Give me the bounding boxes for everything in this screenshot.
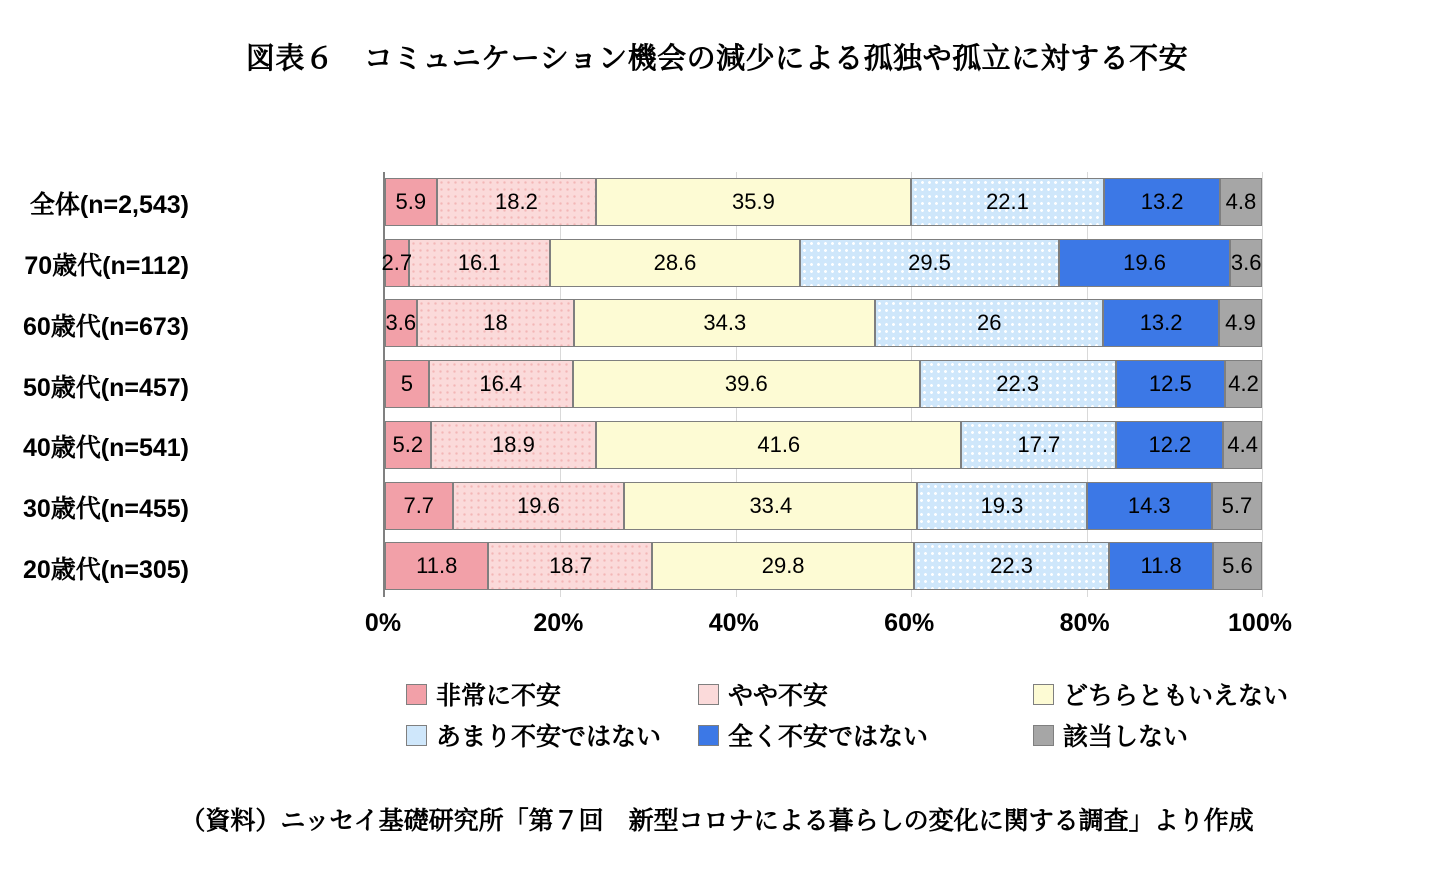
category-label: 70歳代(n=112) <box>24 252 189 281</box>
bar-segment <box>800 239 1058 287</box>
bar-value-label: 18 <box>483 310 508 336</box>
bar-row <box>385 476 1262 537</box>
bar-segment <box>381 239 413 287</box>
bar-row <box>385 354 1262 415</box>
x-tick-label: 60% <box>884 609 935 637</box>
stacked-bar <box>381 239 1262 287</box>
page-title: 図表６ コミュニケーション機会の減少による孤独や孤立に対する不安 <box>245 43 1189 75</box>
bar-value-label: 13.2 <box>1139 310 1183 336</box>
x-tick-label: 20% <box>533 609 584 637</box>
x-tick-label: 100% <box>1228 609 1292 637</box>
bar-value-label: 39.6 <box>724 371 768 397</box>
x-tick-label: 80% <box>1059 609 1110 637</box>
legend-label: やや不安 <box>728 682 829 710</box>
bar-value-label: 5 <box>400 371 414 397</box>
bar-segment <box>488 542 652 590</box>
legend-item[interactable] <box>406 717 661 753</box>
bar-segment <box>1223 421 1262 469</box>
bar-segment <box>624 482 917 530</box>
bar-segment <box>574 299 875 347</box>
bar-value-label: 12.2 <box>1148 431 1192 457</box>
bar-value-label: 5.2 <box>392 431 424 457</box>
bar-segment <box>429 360 573 408</box>
bar-segment <box>573 360 920 408</box>
bar-segment <box>920 360 1116 408</box>
bar-segment <box>1104 178 1220 226</box>
bar-segment <box>1059 239 1231 287</box>
legend-item[interactable] <box>698 717 928 753</box>
bar-segment <box>385 542 488 590</box>
legend-swatch <box>698 684 719 705</box>
bar-value-label: 22.1 <box>986 189 1029 214</box>
bar-segment <box>596 421 961 469</box>
category-label: 60歳代(n=673) <box>22 312 189 341</box>
bar-value-label: 4.9 <box>1225 310 1256 336</box>
bar-value-label: 18.7 <box>549 553 592 579</box>
bar-value-label: 29.5 <box>908 249 951 275</box>
bar-value-label: 4.4 <box>1227 431 1258 457</box>
bar-segment <box>1220 178 1262 226</box>
bar-segment <box>911 178 1105 226</box>
bar-value-label: 41.6 <box>757 431 801 457</box>
x-tick-label: 0% <box>364 609 402 637</box>
legend-item[interactable] <box>1033 676 1288 712</box>
category-label: 全体(n=2,543) <box>29 191 189 220</box>
chart-legend <box>383 676 1289 756</box>
source-note: （資料）ニッセイ基礎研究所「第７回 新型コロナによる暮らしの変化に関する調査」より作成 <box>180 807 1254 835</box>
bar-value-label: 34.3 <box>703 310 747 336</box>
bar-value-label: 7.7 <box>403 492 435 518</box>
bar-value-label: 11.8 <box>1140 553 1182 579</box>
bar-value-label: 2.7 <box>381 249 413 275</box>
bar-segment <box>875 299 1103 347</box>
bar-segment <box>385 360 429 408</box>
bar-segment <box>1116 421 1223 469</box>
legend-label: あまり不安ではない <box>436 723 662 751</box>
bar-value-label: 3.6 <box>1230 249 1262 275</box>
legend-swatch <box>1033 684 1054 705</box>
bar-row <box>385 172 1262 233</box>
bar-row <box>385 536 1262 597</box>
bar-row <box>385 415 1262 476</box>
bar-segment <box>961 421 1116 469</box>
x-axis <box>364 597 1292 637</box>
bar-value-label: 3.6 <box>385 310 417 336</box>
bar-value-label: 18.2 <box>495 189 538 214</box>
bar-value-label: 33.4 <box>749 492 793 518</box>
legend-label: 全く不安ではない <box>728 723 929 751</box>
bar-segment <box>1230 239 1262 287</box>
bar-value-label: 19.6 <box>517 492 560 518</box>
bar-segment <box>385 299 417 347</box>
bar-value-label: 14.3 <box>1127 492 1171 518</box>
legend-label: 非常に不安 <box>436 682 562 710</box>
legend-item[interactable] <box>406 676 561 712</box>
bar-value-label: 13.2 <box>1140 189 1184 214</box>
bar-value-label: 17.7 <box>1017 431 1061 457</box>
legend-label: どちらともいえない <box>1063 682 1289 710</box>
stacked-bar <box>385 421 1262 469</box>
bar-value-label: 29.8 <box>761 553 805 579</box>
legend-swatch <box>1033 725 1054 746</box>
bar-segment <box>1225 360 1262 408</box>
bar-segment <box>385 178 437 226</box>
bar-segment <box>596 178 911 226</box>
bar-segment <box>652 542 913 590</box>
x-tick-label: 40% <box>708 609 759 637</box>
bar-value-label: 4.2 <box>1228 371 1259 397</box>
bar-value-label: 5.7 <box>1221 492 1253 518</box>
bar-segment <box>1212 482 1262 530</box>
legend-item[interactable] <box>698 676 828 712</box>
bar-segment <box>1219 299 1262 347</box>
bar-value-label: 11.8 <box>416 553 458 579</box>
gridline <box>1262 172 1263 597</box>
bar-segment <box>453 482 625 530</box>
bar-value-label: 35.9 <box>731 189 775 214</box>
bar-segment <box>1213 542 1262 590</box>
bar-segment <box>1103 299 1219 347</box>
bar-value-label: 22.3 <box>996 371 1040 397</box>
legend-swatch <box>698 725 719 746</box>
legend-label: 該当しない <box>1063 723 1189 751</box>
category-label: 20歳代(n=305) <box>22 555 189 584</box>
stacked-bar <box>385 299 1262 347</box>
bar-value-label: 22.3 <box>990 553 1033 579</box>
legend-swatch <box>406 725 427 746</box>
category-label: 50歳代(n=457) <box>22 373 189 402</box>
bar-segment <box>1109 542 1212 590</box>
legend-item[interactable] <box>1033 717 1188 753</box>
bar-row <box>381 233 1262 294</box>
bar-segment <box>914 542 1110 590</box>
bar-value-label: 18.9 <box>492 431 535 457</box>
bar-value-label: 28.6 <box>653 249 697 275</box>
stacked-bar <box>385 542 1262 590</box>
bar-segment <box>385 482 453 530</box>
bar-value-label: 12.5 <box>1148 371 1192 397</box>
bar-value-label: 26 <box>976 310 1002 336</box>
bar-row <box>385 293 1262 354</box>
chart-plot-area <box>383 172 1262 597</box>
bar-value-label: 19.3 <box>980 492 1024 518</box>
bar-segment <box>1116 360 1226 408</box>
bar-segment <box>437 178 596 226</box>
stacked-bar <box>385 178 1262 226</box>
bar-value-label: 5.9 <box>395 189 427 214</box>
bar-segment <box>550 239 801 287</box>
stacked-bar <box>385 360 1262 408</box>
bar-value-label: 16.1 <box>457 249 501 275</box>
bar-segment <box>385 421 431 469</box>
bar-value-label: 19.6 <box>1123 249 1166 275</box>
bar-value-label: 16.4 <box>479 371 523 397</box>
bar-segment <box>431 421 597 469</box>
stacked-bar <box>385 482 1262 530</box>
bar-segment <box>1087 482 1212 530</box>
category-label: 40歳代(n=541) <box>22 434 189 463</box>
bar-value-label: 5.6 <box>1222 553 1253 579</box>
bar-value-label: 4.8 <box>1225 189 1257 214</box>
bar-segment <box>409 239 550 287</box>
bar-segment <box>417 299 575 347</box>
legend-swatch <box>406 684 427 705</box>
bar-segment <box>917 482 1086 530</box>
category-label: 30歳代(n=455) <box>22 494 189 523</box>
